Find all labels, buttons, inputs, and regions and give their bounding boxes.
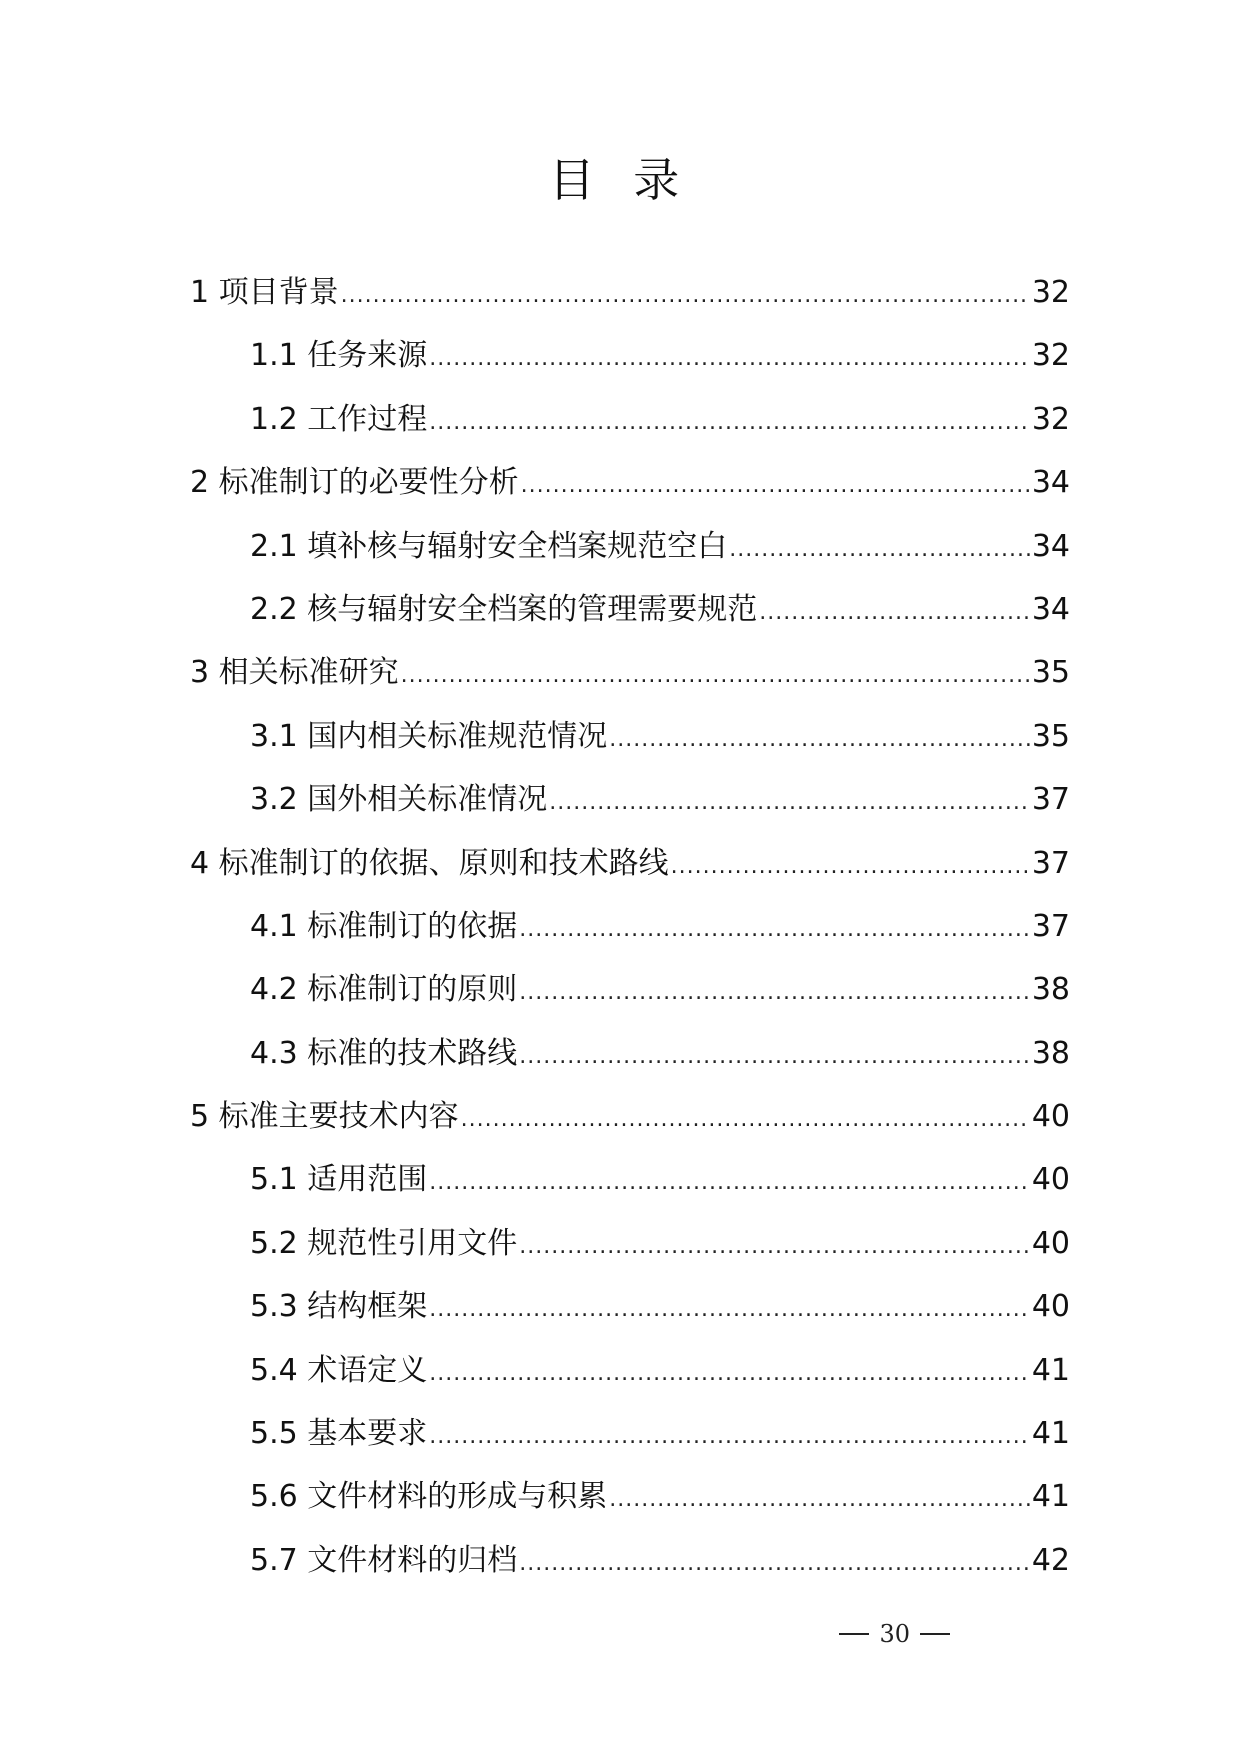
toc-entry-spacer: [298, 965, 308, 1015]
toc-entry-spacer: [298, 331, 308, 381]
toc-entry-page-number: 40: [1031, 1099, 1070, 1135]
toc-entry-spacer: [298, 1282, 308, 1332]
toc-entry-title: 规范性引用文件: [307, 1225, 518, 1261]
toc-entry-spacer: [209, 648, 219, 698]
toc-entry-title: 标准制订的依据: [307, 908, 518, 944]
toc-chapter-entry[interactable]: [190, 268, 1070, 331]
toc-entry-page-number: 42: [1031, 1542, 1070, 1578]
toc-entry-number: 5.6: [250, 1479, 298, 1515]
toc-entry-title: 国外相关标准情况: [307, 782, 548, 818]
toc-section-entry[interactable]: [190, 585, 1070, 648]
toc-entry-number: 5.4: [250, 1352, 298, 1388]
toc-chapter-entry[interactable]: [190, 1092, 1070, 1155]
toc-entry-page-number: 40: [1031, 1162, 1070, 1198]
toc-entry-title: 标准制订的依据、原则和技术路线: [218, 845, 669, 881]
toc-leader-dots: [429, 1412, 1030, 1462]
toc-entry-number: 5.2: [250, 1225, 298, 1261]
toc-leader-dots: [521, 461, 1030, 511]
toc-leader-dots: [429, 398, 1030, 448]
toc-entry-number: 4.1: [250, 908, 298, 944]
toc-leader-dots: [429, 1285, 1030, 1335]
toc-entry-page-number: 41: [1031, 1479, 1070, 1515]
toc-entry-page-number: 40: [1031, 1289, 1070, 1325]
toc-section-entry[interactable]: [190, 1155, 1070, 1218]
toc-entry-spacer: [298, 1346, 308, 1396]
toc-entry-page-number: 40: [1031, 1225, 1070, 1261]
toc-leader-dots: [461, 1095, 1030, 1145]
toc-entry-page-number: 37: [1031, 782, 1070, 818]
toc-entry-page-number: 37: [1031, 908, 1070, 944]
toc-leader-dots: [729, 525, 1030, 575]
toc-leader-dots: [429, 1158, 1030, 1208]
toc-entry-number: 3: [190, 655, 210, 691]
toc-entry-spacer: [298, 775, 308, 825]
toc-leader-dots: [429, 1349, 1030, 1399]
toc-entry-spacer: [209, 458, 219, 508]
toc-chapter-entry[interactable]: [190, 839, 1070, 902]
toc-entry-spacer: [298, 1409, 308, 1459]
toc-leader-dots: [519, 905, 1030, 955]
toc-section-entry[interactable]: [190, 1029, 1070, 1092]
toc-entry-number: 1.1: [250, 338, 298, 374]
toc-chapter-entry[interactable]: [190, 458, 1070, 521]
toc-leader-dots: [429, 334, 1030, 384]
toc-section-entry[interactable]: [190, 1346, 1070, 1409]
toc-entry-spacer: [298, 1219, 308, 1269]
toc-section-entry[interactable]: [190, 1282, 1070, 1345]
toc-entry-title: 基本要求: [307, 1416, 428, 1452]
toc-entry-number: 2.1: [250, 528, 298, 564]
toc-entry-number: 3.1: [250, 718, 298, 754]
toc-leader-dots: [759, 588, 1030, 638]
toc-entry-title: 相关标准研究: [218, 655, 399, 691]
toc-entry-page-number: 32: [1031, 275, 1070, 310]
toc-entry-spacer: [298, 1536, 308, 1586]
toc-section-entry[interactable]: [190, 1472, 1070, 1535]
toc-leader-dots: [341, 271, 1030, 321]
toc-entry-page-number: 35: [1031, 718, 1070, 754]
toc-leader-dots: [401, 651, 1030, 701]
toc-entry-title: 术语定义: [307, 1352, 428, 1388]
toc-entry-title: 标准制订的必要性分析: [218, 465, 519, 501]
toc-entry-page-number: 41: [1031, 1352, 1070, 1388]
footer-dash-right: [920, 1633, 950, 1635]
page-title: 目 录: [548, 153, 692, 207]
toc-section-entry[interactable]: [190, 1536, 1070, 1599]
toc-entry-page-number: 38: [1031, 1035, 1070, 1071]
toc-entry-spacer: [298, 1472, 308, 1522]
toc-entry-number: 5.3: [250, 1289, 298, 1325]
toc-entry-title: 文件材料的归档: [307, 1542, 518, 1578]
toc-entry-title: 结构框架: [307, 1289, 428, 1325]
toc-entry-page-number: 41: [1031, 1416, 1070, 1452]
toc-entry-title: 标准主要技术内容: [218, 1099, 459, 1135]
toc-entry-number: 4.2: [250, 972, 298, 1008]
page-number: 30: [879, 1620, 910, 1648]
toc-entry-spacer: [298, 1029, 308, 1079]
toc-entry-spacer: [209, 1092, 219, 1142]
toc-entry-title: 工作过程: [307, 401, 428, 437]
toc-entry-spacer: [298, 902, 308, 952]
toc-entry-spacer: [298, 585, 308, 635]
toc-entry-number: 5.1: [250, 1162, 298, 1198]
toc-entry-number: 2.2: [250, 591, 298, 627]
toc-entry-page-number: 34: [1031, 528, 1070, 564]
toc-entry-number: 5.7: [250, 1542, 298, 1578]
toc-entry-spacer: [298, 395, 308, 445]
toc-leader-dots: [519, 1032, 1030, 1082]
toc-entry-page-number: 38: [1031, 972, 1070, 1008]
toc-leader-dots: [609, 715, 1030, 765]
toc-leader-dots: [519, 1222, 1030, 1272]
toc-entry-title: 标准的技术路线: [307, 1035, 518, 1071]
toc-entry-title: 项目背景: [218, 275, 339, 310]
toc-entry-number: 1.2: [250, 401, 298, 437]
toc-entry-page-number: 35: [1031, 655, 1070, 691]
toc-entry-number: 5.5: [250, 1416, 298, 1452]
toc-entry-number: 4.3: [250, 1035, 298, 1071]
toc-entry-page-number: 37: [1031, 845, 1070, 881]
page-footer: [839, 1620, 950, 1648]
toc-entry-title: 国内相关标准规范情况: [307, 718, 608, 754]
toc-section-entry[interactable]: [190, 522, 1070, 585]
toc-section-entry[interactable]: [190, 1409, 1070, 1472]
toc-entry-spacer: [209, 268, 219, 318]
toc-entry-spacer: [298, 1155, 308, 1205]
toc-leader-dots: [671, 842, 1030, 892]
toc-section-entry[interactable]: [190, 1219, 1070, 1282]
toc-leader-dots: [609, 1475, 1030, 1525]
toc-entry-title: 文件材料的形成与积累: [307, 1479, 608, 1515]
toc-section-entry[interactable]: [190, 395, 1070, 458]
toc-section-entry[interactable]: [190, 902, 1070, 965]
toc-entry-number: 2: [190, 465, 210, 501]
toc-entry-number: 3.2: [250, 782, 298, 818]
toc-entry-title: 标准制订的原则: [307, 972, 518, 1008]
toc-leader-dots: [519, 1539, 1030, 1589]
toc-section-entry[interactable]: [190, 965, 1070, 1028]
toc-leader-dots: [549, 778, 1030, 828]
toc-entry-page-number: 34: [1031, 465, 1070, 501]
toc-leader-dots: [519, 968, 1030, 1018]
toc-entry-page-number: 34: [1031, 591, 1070, 627]
toc-entry-spacer: [298, 522, 308, 572]
toc-section-entry[interactable]: [190, 331, 1070, 394]
toc-entry-title: 适用范围: [307, 1162, 428, 1198]
toc-entry-number: 1: [190, 275, 210, 310]
table-of-contents: [190, 268, 1070, 1599]
toc-entry-page-number: 32: [1031, 338, 1070, 374]
toc-entry-title: 核与辐射安全档案的管理需要规范: [307, 591, 758, 627]
toc-section-entry[interactable]: [190, 775, 1070, 838]
toc-entry-spacer: [298, 712, 308, 762]
toc-entry-title: 填补核与辐射安全档案规范空白: [307, 528, 728, 564]
toc-entry-title: 任务来源: [307, 338, 428, 374]
toc-section-entry[interactable]: [190, 712, 1070, 775]
toc-chapter-entry[interactable]: [190, 648, 1070, 711]
footer-dash-left: [839, 1633, 869, 1635]
toc-entry-page-number: 32: [1031, 401, 1070, 437]
toc-entry-number: 5: [190, 1099, 210, 1135]
toc-entry-number: 4: [190, 845, 210, 881]
toc-entry-spacer: [209, 839, 219, 889]
